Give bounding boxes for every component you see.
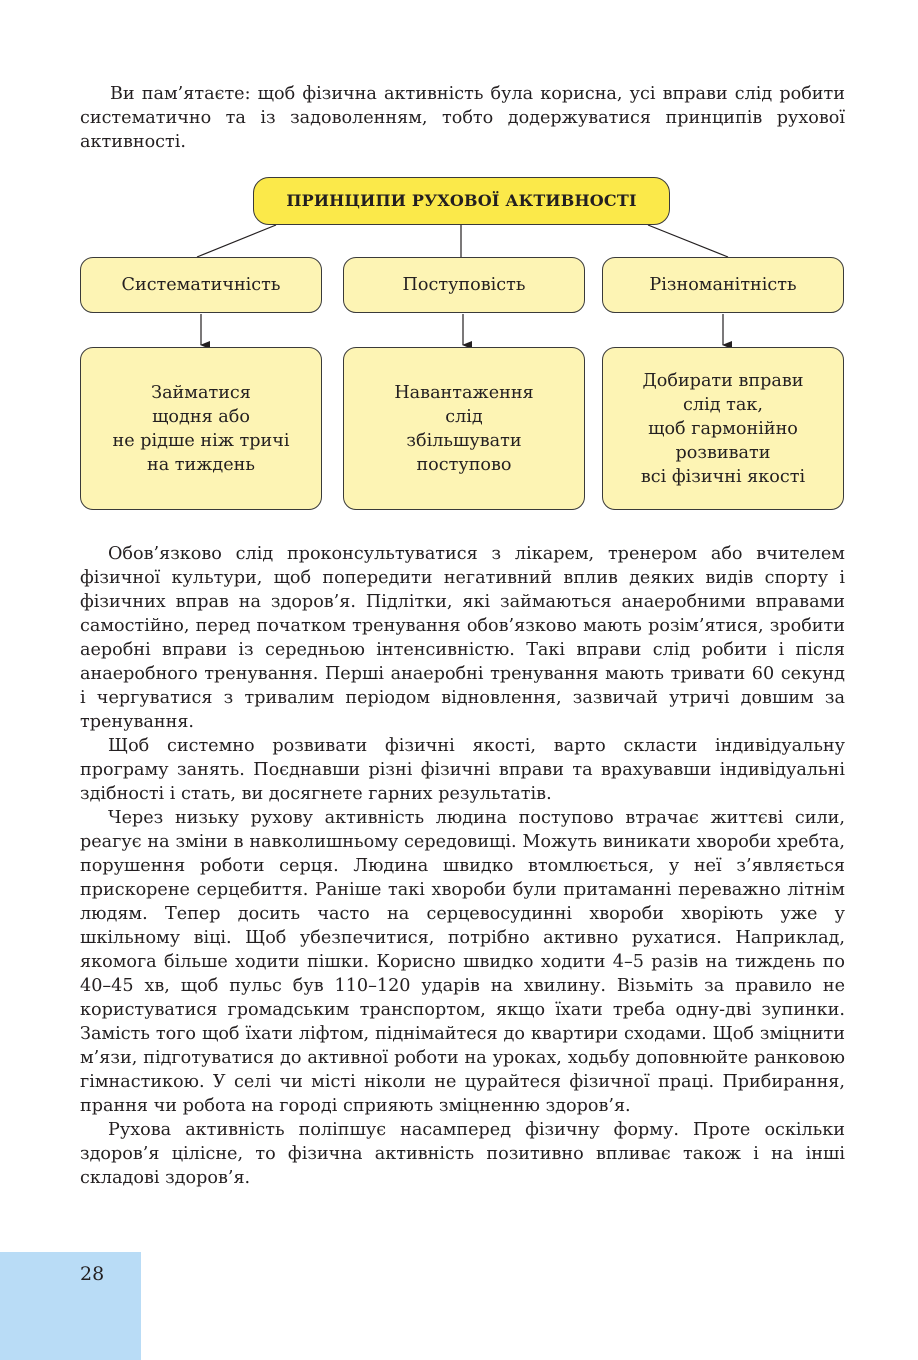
- description-line: Займатися: [151, 382, 251, 403]
- body-text: [80, 542, 845, 1190]
- principle-gradual: Поступовість: [343, 257, 585, 313]
- diagram-title: ПРИНЦИПИ РУХОВОЇ АКТИВНОСТІ: [253, 177, 670, 225]
- body-paragraph: Обов’язково слід проконсультуватися з лікарем, тренером або вчителем фізичної культури, щоб попередити негативний вплив деяких видів спорту і фізичних вправ на здоров’я. Підлітки, які займаються анаеробними вправами самостійно, перед початком тренування обов’язково мають розім’ятися, зробити аеробні вправи із середньою інтенсивністю. Такі вправи слід робити і після анаеробного тренування. Перші анаеробні тренування мають тривати 60 секунд і чергуватися з тривалим періодом відновлення, зазвичай утричі довшим за тренування.: [80, 544, 845, 732]
- description-line: Навантаження: [394, 382, 534, 403]
- description-line: слід так,: [683, 394, 763, 415]
- description-line: збільшувати: [406, 430, 522, 451]
- intro-paragraph: Ви пам’ятаєте: щоб фізична активність була корисна, усі вправи слід робити систематично та із задоволенням, тобто додержуватися принципів рухової активності.: [80, 84, 845, 152]
- body-paragraph: Щоб системно розвивати фізичні якості, варто скласти індивідуальну програму занять. Поєднавши різні фізичні вправи та врахувавши індивідуальні здібності і стать, ви досягнете гарних результатів.: [80, 736, 845, 804]
- description-line: не рідше ніж тричі: [112, 430, 290, 451]
- page-number: 28: [80, 1263, 105, 1285]
- page-corner-tab: [0, 1252, 141, 1360]
- description-line: на тиждень: [146, 454, 255, 475]
- description-line: слід: [445, 406, 483, 427]
- connector-line: [197, 225, 276, 257]
- description-line: щодня або: [152, 406, 250, 427]
- principle-systematic-description: [80, 347, 322, 510]
- description-line: всі фізичні якості: [640, 466, 806, 487]
- principle-variety: Різноманітність: [602, 257, 844, 313]
- description-line: поступово: [416, 454, 512, 475]
- principle-gradual-description: [343, 347, 585, 510]
- description-line: щоб гармонійно: [648, 418, 798, 439]
- body-paragraph: Через низьку рухову активність людина поступово втрачає життєві сили, реагує на зміни в навколишньому середовищі. Можуть виникати хвороби хребта, порушення роботи серця. Людина швидко втомлюється, у неї з’являється прискорене серцебиття. Раніше такі хвороби були притаманні переважно літнім людям. Тепер досить часто на серцевосудинні хвороби хворіють уже у шкільному віці. Щоб убезпечитися, потрібно активно рухатися. Наприклад, якомога більше ходити пішки. Корисно швидко ходити 4–5 разів на тиждень по 40–45 хв, щоб пульс був 110–120 ударів на хвилину. Візьміть за правило не користуватися громадським транспортом, якщо їхати треба одну-дві зупинки. Замість того щоб їхати ліфтом, піднімайтеся до квартири сходами. Щоб зміцнити м’язи, підготуватися до активної роботи на уроках, ходьбу доповнюйте ранковою гімнастикою. У селі чи місті ніколи не цурайтеся фізичної праці. Прибирання, прання чи робота на городі сприяють зміцненню здоров’я.: [80, 808, 845, 1116]
- description-line: розвивати: [675, 442, 771, 463]
- diagram-connectors: [0, 0, 918, 530]
- principle-systematic: Систематичність: [80, 257, 322, 313]
- description-line: Добирати вправи: [642, 370, 804, 391]
- connector-line: [648, 225, 728, 257]
- body-paragraph: Рухова активність поліпшує насамперед фізичну форму. Проте оскільки здоров’я цілісне, то фізична активність позитивно впливає також і на інші складові здоров’я.: [80, 1120, 845, 1188]
- principles-diagram: [0, 0, 918, 530]
- principle-variety-description: [602, 347, 844, 510]
- intro-text: [80, 82, 845, 154]
